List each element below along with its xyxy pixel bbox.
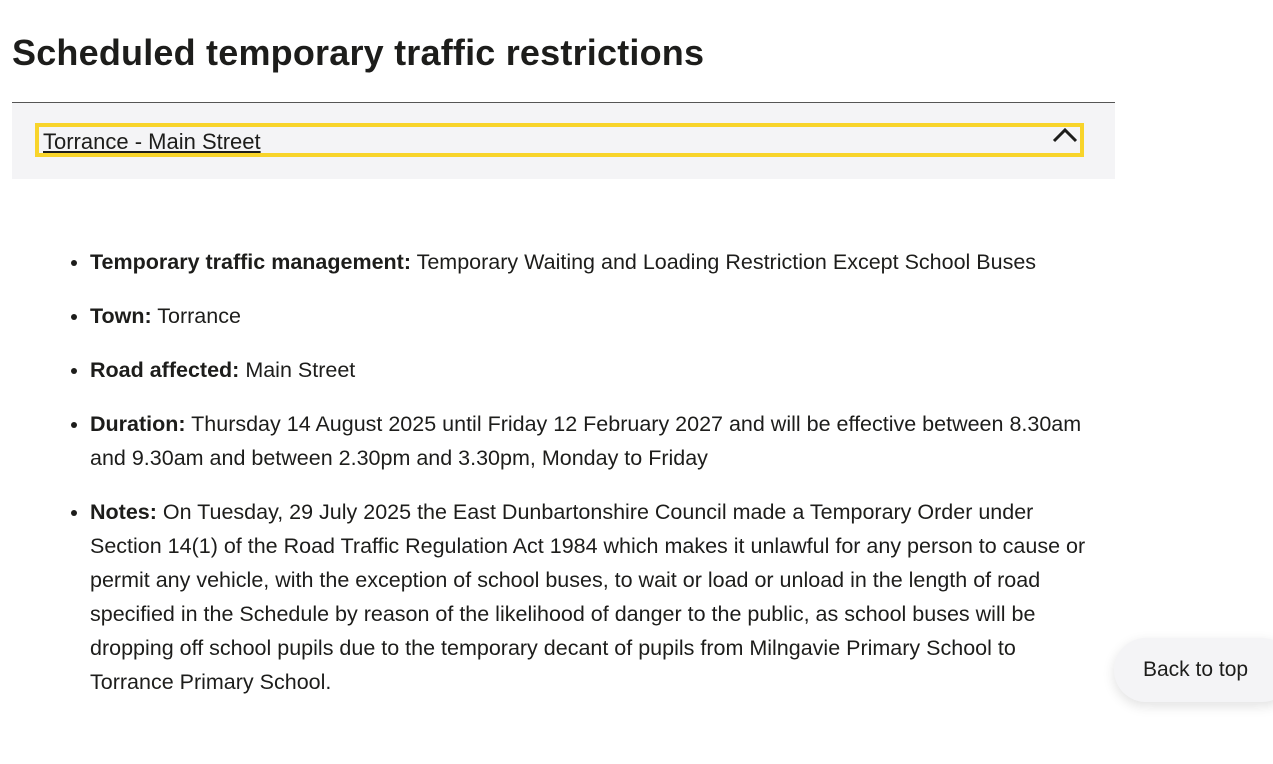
detail-traffic-management [90, 245, 1095, 279]
detail-duration [90, 407, 1095, 475]
detail-label: Temporary traffic management: [90, 250, 411, 274]
accordion-title[interactable]: Torrance - Main Street [43, 129, 261, 154]
detail-value: Temporary Waiting and Loading Restriction Except School Buses [416, 250, 1037, 274]
detail-label: Road affected: [90, 358, 240, 382]
accordion-section [12, 102, 1115, 179]
detail-notes [90, 495, 1095, 699]
restriction-details-list [68, 245, 1095, 719]
detail-label: Town: [90, 304, 152, 328]
detail-value: Thursday 14 August 2025 until Friday 12 February 2027 and will be effective between 8.30am and 9.30am and between 2.30pm and 3.30pm, Monday to Friday [90, 412, 1082, 470]
chevron-up-icon[interactable] [1052, 127, 1078, 143]
detail-road-affected [90, 353, 1095, 387]
detail-town [90, 299, 1095, 333]
accordion-toggle-button[interactable] [35, 123, 1084, 157]
detail-value: Torrance [157, 304, 241, 328]
detail-label: Duration: [90, 412, 186, 436]
detail-label: Notes: [90, 500, 157, 524]
detail-value: On Tuesday, 29 July 2025 the East Dunbartonshire Council made a Temporary Order under Section 14(1) of the Road Traffic Regulation Act 1984 which makes it unlawful for any person to cause or permit any vehicle, with the exception of school buses, to wait or load or unload in the length of road specified in the Schedule by reason of the likelihood of danger to the public, as school buses will be dropping off school pupils due to the temporary decant of pupils from Milngavie Primary School to Torrance Primary School. [90, 500, 1086, 694]
page-title: Scheduled temporary traffic restrictions [12, 32, 705, 73]
detail-value: Main Street [245, 358, 356, 382]
back-to-top-button[interactable]: Back to top [1114, 638, 1273, 702]
